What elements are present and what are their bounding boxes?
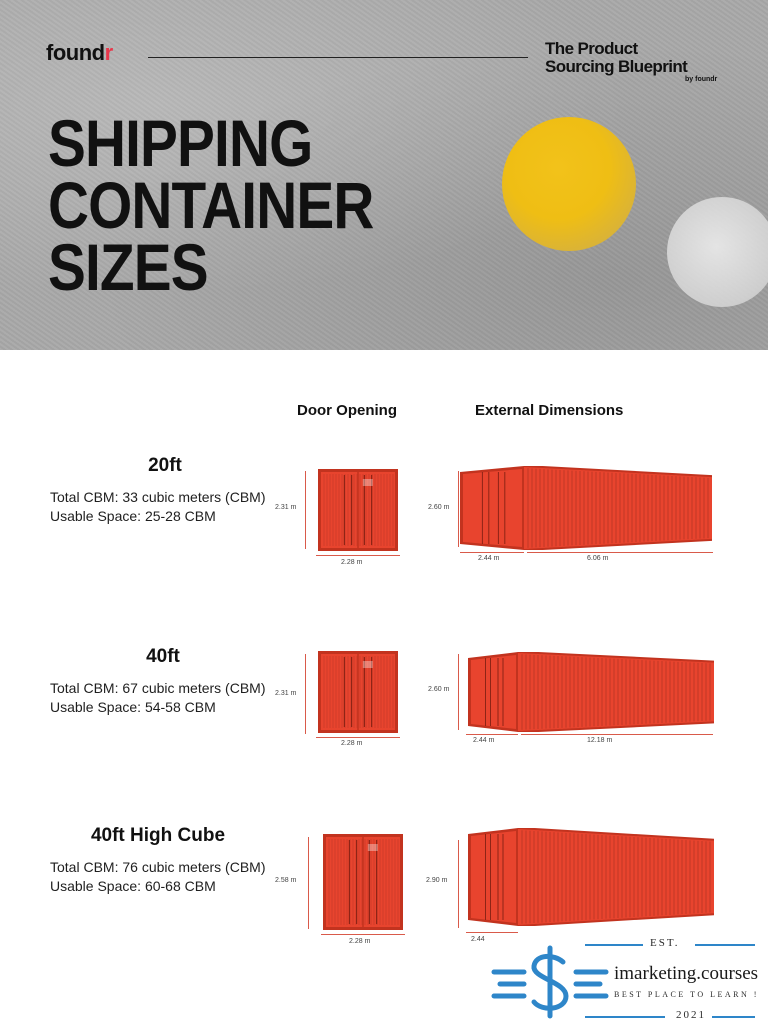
row-40ft-door-width: 2.28 m [341,740,363,747]
light-circle-decoration [667,197,768,307]
row-40ft-hc-ext-width: 2.44 [471,936,485,943]
row-20ft-ext-container [460,466,712,550]
door-opening-heading: Door Opening [297,402,397,419]
row-40ft-title: 40ft [146,646,180,667]
row-20ft-ext-height: 2.60 m [428,504,450,511]
row-20ft-ext-length-line [527,552,713,553]
row-40ft-door-height: 2.31 m [275,690,297,697]
foundr-logo [46,40,113,66]
row-40ft-usable: Usable Space: 54-58 CBM [50,699,216,715]
header-banner [0,0,768,350]
brand-prefix: found [46,40,105,65]
row-40ft-hc-door-container [323,834,403,930]
row-40ft-hc-ext-height: 2.90 m [426,877,448,884]
row-20ft-total: Total CBM: 33 cubic meters (CBM) [50,489,266,505]
blueprint-line1: The Product [545,39,638,58]
title-line-2: CONTAINER [48,168,374,242]
row-20ft-ext-width: 2.44 m [478,555,500,562]
yellow-circle-decoration [502,117,636,251]
header-rule [148,57,528,58]
row-40ft-hc-door-width-line [321,934,405,935]
dollar-sign-icon [490,942,612,1022]
title-line-3: SIZES [48,230,208,304]
row-40ft-hc-usable: Usable Space: 60-68 CBM [50,878,216,894]
row-20ft-door-height-line [305,471,306,549]
row-40ft-hc-title: 40ft High Cube [90,825,226,846]
row-40ft-ext-length-line [521,734,713,735]
blueprint-line2: Sourcing Blueprint [545,57,688,76]
row-40ft-ext-container [468,652,714,732]
watermark-bar-bottom-right [712,1016,755,1018]
row-20ft-ext-width-line [460,552,524,553]
row-40ft-hc-door-height: 2.58 m [275,877,297,884]
row-20ft-usable: Usable Space: 25-28 CBM [50,508,216,524]
brand-suffix: r [104,40,113,65]
row-40ft-ext-height: 2.60 m [428,686,450,693]
title-line-1: SHIPPING [48,106,313,180]
blueprint-by: by foundr [685,76,718,83]
watermark-name: imarketing.courses [614,963,759,984]
page-title [48,106,468,304]
watermark-bar-bottom-left [585,1016,665,1018]
watermark-est: EST. [650,937,680,949]
watermark-bar-top-right [695,944,755,946]
blueprint-logo [545,39,735,83]
row-20ft-ext-length: 6.06 m [587,555,609,562]
row-40ft-ext-height-line [458,654,459,730]
external-dimensions-heading: External Dimensions [475,402,624,419]
row-40ft-door-height-line [305,654,306,734]
row-40ft-hc-ext-container [468,828,714,926]
watermark-bar-top-left [585,944,643,946]
row-40ft-total: Total CBM: 67 cubic meters (CBM) [50,680,266,696]
row-40ft-hc-door-width: 2.28 m [349,938,371,945]
row-20ft-door-width-line [316,555,400,556]
row-20ft-ext-height-line [458,471,459,547]
row-20ft-door-width: 2.28 m [341,559,363,566]
row-40ft-ext-width-line [466,734,518,735]
watermark-year: 2021 [676,1009,706,1021]
row-40ft-hc-door-height-line [308,837,309,929]
row-40ft-hc-total: Total CBM: 76 cubic meters (CBM) [50,859,266,875]
row-40ft-hc-ext-height-line [458,840,459,928]
row-40ft-door-width-line [316,737,400,738]
row-40ft-ext-length: 12.18 m [587,737,613,744]
row-40ft-door-container [318,651,398,733]
row-40ft-ext-width: 2.44 m [473,737,495,744]
row-20ft-door-container [318,469,398,551]
row-20ft-door-height: 2.31 m [275,504,297,511]
row-40ft-hc-ext-width-line [466,932,518,933]
row-20ft-title: 20ft [148,455,182,476]
watermark-tagline: BEST PLACE TO LEARN ! [614,990,759,999]
